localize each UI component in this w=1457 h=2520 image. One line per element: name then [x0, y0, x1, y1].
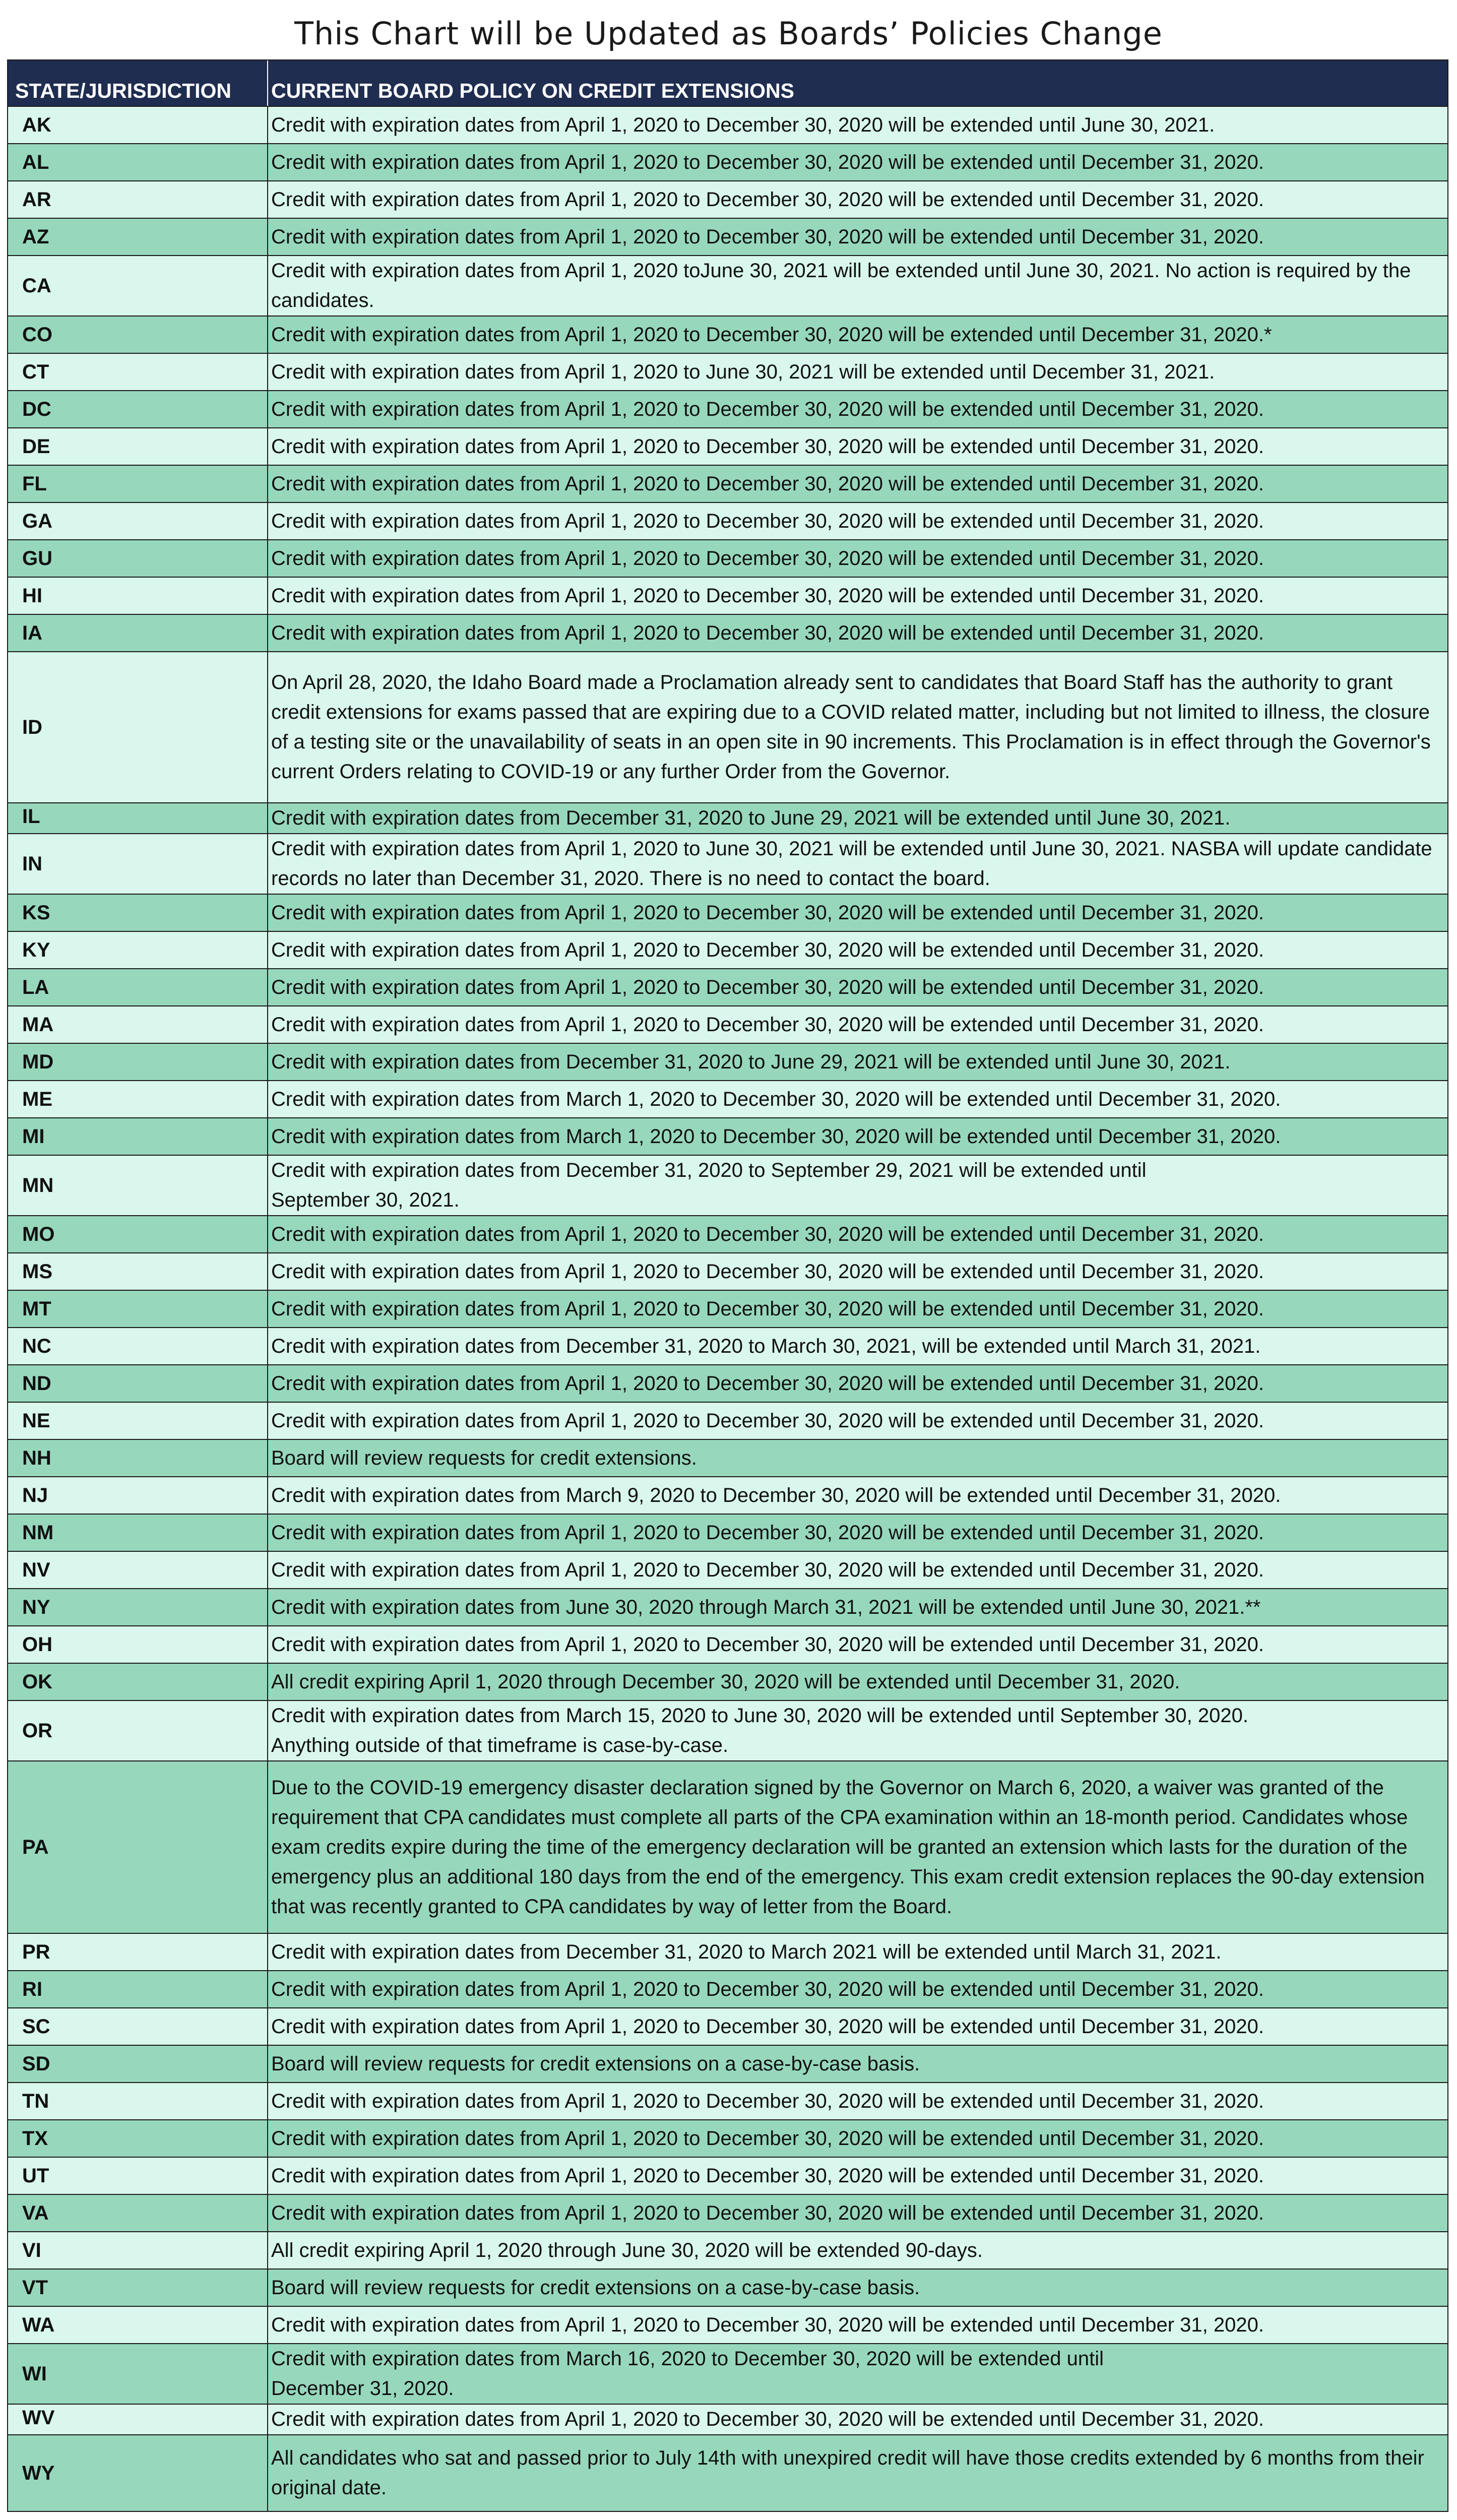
state-cell: ND [8, 1365, 268, 1402]
state-cell: MS [8, 1253, 268, 1290]
state-cell: CO [8, 317, 268, 353]
policy-cell: Credit with expiration dates from December 31, 2020 to March 2021 will be extended until March 31, 2021. [271, 1940, 1222, 1963]
policy-cell: Credit with expiration dates from April 1, 2020 to December 30, 2020 will be extended until June 30, 2021. [271, 113, 1215, 136]
table-row [8, 427, 1447, 465]
table-row [8, 1327, 1447, 1364]
table-row [8, 1005, 1447, 1043]
table-row [8, 1476, 1447, 1514]
state-cell: MD [8, 1044, 268, 1080]
table-row [8, 2434, 1447, 2511]
policy-cell: Credit with expiration dates from April 1, 2020 to December 30, 2020 will be extended until December 31, 2020. [271, 510, 1264, 532]
state-cell: IL [8, 803, 268, 833]
policy-cell: Credit with expiration dates from April 1, 2020 to December 30, 2020 will be extended until December 31, 2020. [271, 547, 1264, 570]
table-row [8, 1588, 1447, 1625]
policy-cell: Credit with expiration dates from April 1, 2020 to December 30, 2020 will be extended until December 31, 2020. [271, 1558, 1264, 1581]
state-cell: NC [8, 1328, 268, 1364]
table-row [8, 1117, 1447, 1155]
state-cell: CA [8, 256, 268, 316]
table-row [8, 180, 1447, 218]
table-row [8, 465, 1447, 502]
policy-cell: Credit with expiration dates from April 1, 2020 to December 30, 2020 will be extended until December 31, 2020. [271, 1633, 1264, 1656]
policy-cell: All credit expiring April 1, 2020 through December 30, 2020 will be extended until December 31, 2020. [271, 1670, 1180, 1693]
state-cell: RI [8, 1971, 268, 2007]
table-row [8, 931, 1447, 968]
policy-cell: Board will review requests for credit extensions on a case-by-case basis. [271, 2052, 920, 2075]
policy-cell: Credit with expiration dates from April 1, 2020 to December 30, 2020 will be extended until December 31, 2020. [271, 2090, 1264, 2112]
state-cell: ME [8, 1081, 268, 1117]
policy-cell: Credit with expiration dates from April 1, 2020 to December 30, 2020 will be extended until December 31, 2020. [271, 938, 1264, 961]
table-row [8, 2082, 1447, 2119]
policy-cell: Credit with expiration dates from April 1, 2020 to December 30, 2020 will be extended until December 31, 2020. [271, 398, 1264, 420]
state-cell: VT [8, 2270, 268, 2306]
policy-cell: Credit with expiration dates from April 1, 2020 to December 30, 2020 will be extended until December 31, 2020. [271, 151, 1264, 173]
state-cell: IN [8, 834, 268, 894]
policy-cell: Credit with expiration dates from April 1, 2020 to December 30, 2020 will be extended until December 31, 2020. [271, 225, 1264, 248]
state-cell: MA [8, 1006, 268, 1043]
state-cell: TX [8, 2120, 268, 2157]
policy-cell: Credit with expiration dates from December 31, 2020 to March 30, 2021, will be extended until March 31, 2021. [271, 1335, 1261, 1357]
policy-cell: Credit with expiration dates from April 1, 2020 to December 30, 2020 will be extended until December 31, 2020. [271, 1297, 1264, 1320]
table-row [8, 1970, 1447, 2007]
policy-cell: Credit with expiration dates from April 1, 2020 to June 30, 2021 will be extended until June 30, 2021. NASBA will update candidate records no later than December 31, 2020. There is no need to contact the board. [271, 838, 1432, 890]
policy-cell: Credit with expiration dates from April 1, 2020 to December 30, 2020 will be extended until December 31, 2020. [271, 976, 1264, 998]
policy-cell: Credit with expiration dates from April 1, 2020 to December 30, 2020 will be extended until December 31, 2020. [271, 2127, 1264, 2150]
state-cell: NJ [8, 1477, 268, 1514]
state-cell: NY [8, 1589, 268, 1625]
state-cell: ID [8, 652, 268, 802]
state-cell: SC [8, 2008, 268, 2045]
policy-column-header: CURRENT BOARD POLICY ON CREDIT EXTENSIONS [271, 79, 794, 102]
table-row [8, 2269, 1447, 2306]
table-row [8, 1215, 1447, 1252]
state-cell: NM [8, 1515, 268, 1551]
table-row [8, 539, 1447, 577]
policy-cell: Credit with expiration dates from March 9, 2020 to December 30, 2020 will be extended until December 31, 2020. [271, 1484, 1281, 1506]
policy-cell: Board will review requests for credit extensions. [271, 1446, 697, 1469]
table-row [8, 353, 1447, 390]
table-row [8, 894, 1447, 931]
table-row [8, 316, 1447, 353]
table-row [8, 802, 1447, 833]
state-cell: DC [8, 391, 268, 427]
table-row [8, 2157, 1447, 2194]
state-cell: MI [8, 1118, 268, 1155]
policy-cell: Credit with expiration dates from April 1, 2020 to December 30, 2020 will be extended until December 31, 2020. [271, 1013, 1264, 1036]
table-row [8, 1663, 1447, 1700]
table-row [8, 577, 1447, 614]
policy-cell: Credit with expiration dates from April 1, 2020 to June 30, 2021 will be extended until December 31, 2021. [271, 360, 1215, 383]
state-cell: IA [8, 615, 268, 651]
state-cell: AL [8, 144, 268, 180]
policy-cell: Credit with expiration dates from April 1, 2020 to December 30, 2020 will be extended until December 31, 2020. [271, 621, 1264, 644]
state-cell: NH [8, 1440, 268, 1476]
table-row [8, 1364, 1447, 1402]
policy-cell: Credit with expiration dates from April 1, 2020 to December 30, 2020 will be extended until December 31, 2020. [271, 1260, 1264, 1283]
policy-cell: Credit with expiration dates from April 1, 2020 to December 30, 2020 will be extended until December 31, 2020. [271, 1223, 1264, 1245]
policy-cell: Credit with expiration dates from April 1, 2020 to December 30, 2020 will be extended until December 31, 2020. [271, 584, 1264, 607]
table-row [8, 106, 1447, 143]
state-cell: AK [8, 107, 268, 143]
state-cell: WY [8, 2435, 268, 2511]
state-cell: FL [8, 466, 268, 502]
state-cell: WI [8, 2344, 268, 2404]
table-row [8, 1402, 1447, 1439]
policy-cell: Credit with expiration dates from March 16, 2020 to December 30, 2020 will be extended until December 31, 2020. [271, 2348, 1104, 2400]
state-cell: WA [8, 2307, 268, 2343]
table-row [8, 1080, 1447, 1117]
table-row [8, 1252, 1447, 1290]
credit-extension-table [7, 59, 1448, 2512]
table-row [8, 833, 1447, 894]
table-header [8, 60, 1447, 106]
table-row [8, 1933, 1447, 1970]
policy-cell: Credit with expiration dates from April 1, 2020 to December 30, 2020 will be extended until December 31, 2020. [271, 472, 1264, 495]
policy-cell: Credit with expiration dates from April 1, 2020 to December 30, 2020 will be extended until December 31, 2020. [271, 1521, 1264, 1544]
state-cell: TN [8, 2083, 268, 2119]
page-title: This Chart will be Updated as Boards’ Policies Change [294, 15, 1163, 52]
policy-cell: Credit with expiration dates from December 31, 2020 to September 29, 2021 will be extended until September 30, 2021. [271, 1159, 1147, 1211]
policy-cell: All credit expiring April 1, 2020 through June 30, 2020 will be extended 90-days. [271, 2239, 983, 2261]
policy-cell: Credit with expiration dates from April 1, 2020 to December 30, 2020 will be extended until December 31, 2020. [271, 2015, 1264, 2038]
table-row [8, 2119, 1447, 2157]
state-cell: AZ [8, 219, 268, 255]
table-row [8, 1155, 1447, 1215]
state-cell: HI [8, 578, 268, 614]
table-row [8, 2231, 1447, 2269]
state-cell: MT [8, 1291, 268, 1327]
policy-cell: Credit with expiration dates from March 15, 2020 to June 30, 2020 will be extended until September 30, 2020. Anything outside of that timeframe is case-by-case. [271, 1705, 1248, 1756]
policy-cell: Due to the COVID-19 emergency disaster declaration signed by the Governor on March 6, 2020, a waiver was granted of the requirement that CPA candidates must complete all parts of the CPA examination within an 18-month period. Candidates whose exam credits expire during the time of the emergency declaration will be granted an extension which lasts for the duration of the emergency plus an additional 180 days from the end of the emergency. This exam credit extension replaces the 90-day extension that was recently granted to CPA candidates by way of letter from the Board. [271, 1776, 1425, 1918]
state-cell: SD [8, 2046, 268, 2082]
table-row [8, 2045, 1447, 2082]
table-row [8, 1551, 1447, 1588]
state-cell: LA [8, 969, 268, 1005]
state-cell: CT [8, 354, 268, 390]
table-row [8, 390, 1447, 427]
state-cell: VA [8, 2195, 268, 2231]
state-cell: KY [8, 932, 268, 968]
state-cell: VI [8, 2232, 268, 2269]
policy-cell: Credit with expiration dates from April 1, 2020 to December 30, 2020 will be extended until December 31, 2020. [271, 2313, 1264, 2336]
policy-cell: On April 28, 2020, the Idaho Board made a Proclamation already sent to candidates that Board Staff has the authority to grant credit extensions for exams passed that are expiring due to a COVID related matter, including but not limited to illness, the closure of a testing site or the unavailability of seats in an open site in 90 increments. This Proclamation is in effect through the Governor's current Orders relating to COVID-19 or any further Order from the Governor. [271, 671, 1431, 783]
table-row [8, 1514, 1447, 1551]
table-row [8, 1439, 1447, 1476]
table-row [8, 1290, 1447, 1327]
table-row [8, 1760, 1447, 1933]
policy-cell: Credit with expiration dates from December 31, 2020 to June 29, 2021 will be extended until June 30, 2021. [271, 807, 1231, 829]
table-row [8, 614, 1447, 651]
table-row [8, 218, 1447, 255]
state-cell: NE [8, 1403, 268, 1439]
table-row [8, 1700, 1447, 1760]
state-cell: KS [8, 895, 268, 931]
state-column-header: STATE/JURISDICTION [8, 60, 268, 106]
state-cell: MN [8, 1156, 268, 1215]
policy-cell: Credit with expiration dates from April 1, 2020 to December 30, 2020 will be extended until December 31, 2020. [271, 2201, 1264, 2224]
policy-cell: Credit with expiration dates from December 31, 2020 to June 29, 2021 will be extended until June 30, 2021. [271, 1050, 1231, 1073]
state-cell: GU [8, 540, 268, 577]
policy-cell: Credit with expiration dates from April 1, 2020 to December 30, 2020 will be extended until December 31, 2020. [271, 188, 1264, 211]
state-cell: AR [8, 181, 268, 218]
policy-cell: Credit with expiration dates from April 1, 2020 to December 30, 2020 will be extended until December 31, 2020. [271, 435, 1264, 458]
policy-cell: Credit with expiration dates from April 1, 2020 to December 30, 2020 will be extended until December 31, 2020. [271, 1978, 1264, 2000]
state-cell: OK [8, 1664, 268, 1700]
table-row [8, 2306, 1447, 2343]
policy-cell: Credit with expiration dates from April 1, 2020 to December 30, 2020 will be extended until December 31, 2020. [271, 2164, 1264, 2187]
state-cell: OR [8, 1701, 268, 1760]
table-row [8, 651, 1447, 802]
state-cell: OH [8, 1626, 268, 1663]
policy-cell: Credit with expiration dates from April 1, 2020 to December 30, 2020 will be extended until December 31, 2020. [271, 1409, 1264, 1432]
table-row [8, 968, 1447, 1005]
policy-cell: Board will review requests for credit extensions on a case-by-case basis. [271, 2276, 920, 2299]
policy-cell: Credit with expiration dates from June 30, 2020 through March 31, 2021 will be extended until June 30, 2021.** [271, 1596, 1261, 1618]
policy-cell: Credit with expiration dates from April 1, 2020 to December 30, 2020 will be extended until December 31, 2020. [271, 901, 1264, 924]
state-cell: DE [8, 428, 268, 465]
state-cell: WV [8, 2405, 268, 2434]
state-cell: MO [8, 1216, 268, 1252]
table-row [8, 143, 1447, 180]
policy-cell: Credit with expiration dates from April 1, 2020 to December 30, 2020 will be extended until December 31, 2020.* [271, 323, 1272, 346]
table-row [8, 1625, 1447, 1663]
state-cell: NV [8, 1552, 268, 1588]
policy-cell: All candidates who sat and passed prior to July 14th with unexpired credit will have those credits extended by 6 months from their original date. [271, 2447, 1424, 2499]
table-row [8, 2404, 1447, 2434]
state-cell: GA [8, 503, 268, 539]
policy-cell: Credit with expiration dates from April 1, 2020 to December 30, 2020 will be extended until December 31, 2020. [271, 2408, 1264, 2430]
table-row [8, 255, 1447, 316]
table-row [8, 502, 1447, 539]
table-row [8, 2194, 1447, 2231]
state-cell: PR [8, 1934, 268, 1970]
policy-cell: Credit with expiration dates from March 1, 2020 to December 30, 2020 will be extended until December 31, 2020. [271, 1125, 1281, 1148]
state-cell: PA [8, 1761, 268, 1933]
policy-cell: Credit with expiration dates from March 1, 2020 to December 30, 2020 will be extended until December 31, 2020. [271, 1088, 1281, 1110]
table-row [8, 2343, 1447, 2404]
policy-cell: Credit with expiration dates from April 1, 2020 toJune 30, 2021 will be extended until June 30, 2021. No action is required by the candidates. [271, 260, 1411, 311]
policy-cell: Credit with expiration dates from April 1, 2020 to December 30, 2020 will be extended until December 31, 2020. [271, 1372, 1264, 1395]
table-row [8, 1043, 1447, 1080]
table-row [8, 2007, 1447, 2045]
state-cell: UT [8, 2158, 268, 2194]
